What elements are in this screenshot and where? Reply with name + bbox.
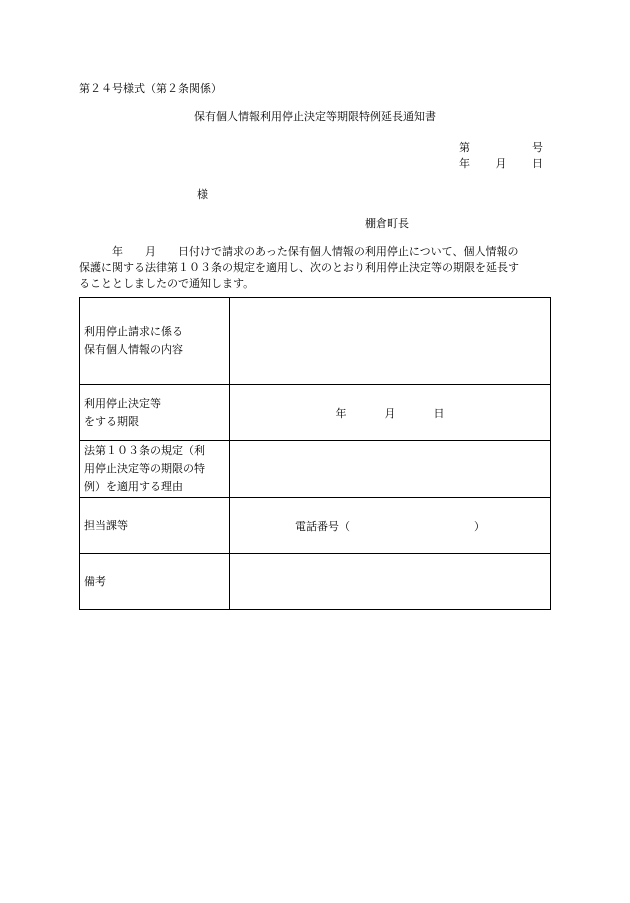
table-row: [80, 298, 551, 385]
label-text: 備考: [84, 574, 106, 588]
table-row: [80, 385, 551, 441]
table-row: [80, 441, 551, 498]
issue-year: 年: [459, 157, 470, 170]
notice-body-line: ることとしましたので通知します。: [79, 277, 255, 290]
value-remarks: [230, 554, 551, 610]
label-line: [84, 573, 225, 591]
label-line: [84, 395, 225, 413]
label-department: [80, 498, 230, 554]
label-remarks: [80, 554, 230, 610]
issue-date-row: [459, 156, 543, 172]
label-text: 利用停止請求に係る: [84, 325, 183, 338]
issue-day: 日: [532, 157, 543, 170]
label-line: [84, 442, 225, 460]
phone-label: 電話番号（: [295, 519, 350, 533]
form-number: 第２４号様式（第２条関係）: [79, 82, 222, 95]
issue-month: 月: [495, 157, 507, 170]
label-reason: [80, 441, 230, 498]
label-line: [84, 517, 225, 535]
phone-number: [295, 518, 485, 534]
label-text: をする期限: [84, 414, 139, 428]
label-text: 利用停止決定等: [84, 396, 161, 410]
notice-table: [79, 297, 551, 610]
notice-body-line: 年 月 日付けで請求のあった保有個人情報の利用停止について、個人情報の: [79, 245, 519, 258]
value-department: [230, 498, 551, 554]
value-reason: [230, 441, 551, 498]
label-text: 用停止決定等の期限の特: [84, 462, 205, 475]
issue-number-row: [459, 140, 543, 156]
label-text: 法第１０３条の規定（利: [84, 444, 205, 457]
label-text: 保有個人情報の内容: [84, 343, 183, 356]
label-line: [84, 460, 225, 478]
value-request-content: [230, 298, 551, 385]
deadline-date: [336, 405, 445, 421]
label-deadline: [80, 385, 230, 441]
addressee-suffix: 様: [197, 188, 208, 201]
number-prefix: 第: [459, 141, 470, 154]
issue-number-date: [459, 140, 543, 172]
label-line: [84, 413, 225, 431]
label-text: 担当課等: [84, 518, 128, 532]
table-row: [80, 498, 551, 554]
value-deadline: [230, 385, 551, 441]
label-request-content: [80, 298, 230, 385]
deadline-month: 月: [384, 406, 396, 420]
phone-close: ）: [474, 519, 485, 533]
issuer-name: 棚倉町長: [365, 217, 409, 230]
number-suffix: 号: [532, 141, 543, 154]
notice-body: [79, 244, 555, 292]
label-text: 例）を適用する理由: [84, 480, 183, 493]
deadline-day: 日: [433, 406, 445, 420]
document-title: 保有個人情報利用停止決定等期限特例延長通知書: [194, 110, 436, 123]
deadline-year: 年: [335, 406, 347, 420]
label-line: [84, 323, 225, 341]
table-row: [80, 554, 551, 610]
label-line: [84, 341, 225, 359]
notice-body-line: 保護に関する法律第１０３条の規定を適用し、次のとおり利用停止決定等の期限を延長す: [79, 261, 519, 274]
label-line: [84, 478, 225, 496]
